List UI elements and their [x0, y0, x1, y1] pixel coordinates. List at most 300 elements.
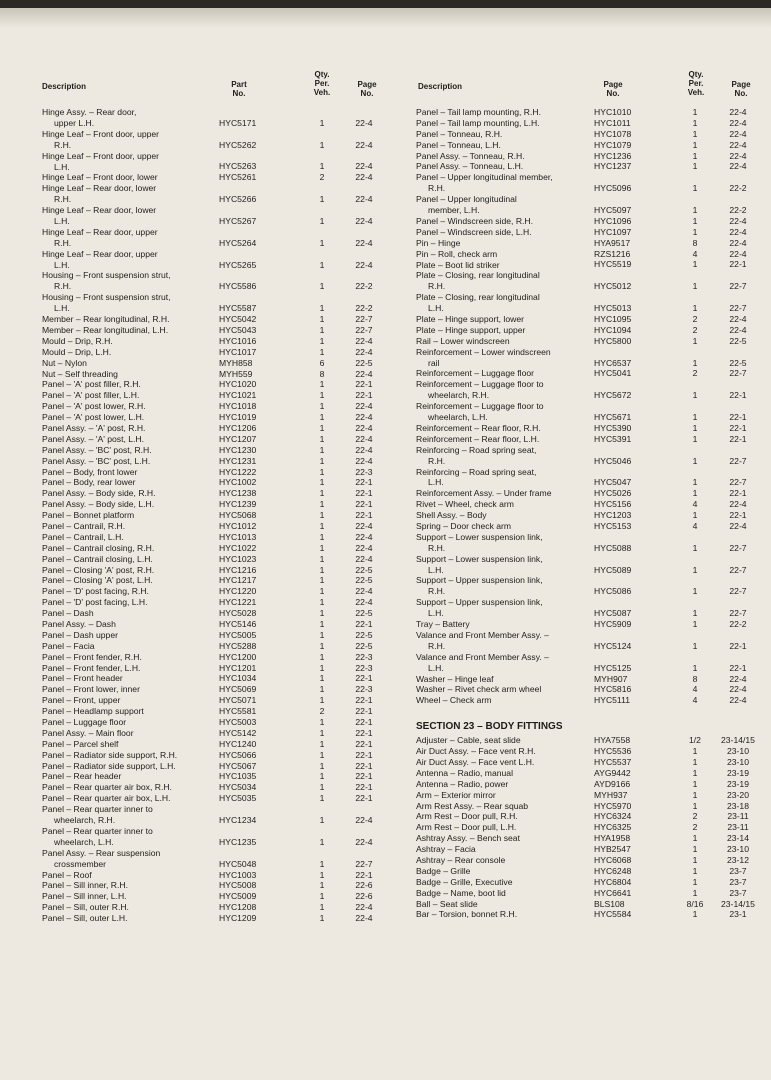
description-line1: Panel – Roof — [42, 869, 92, 880]
quantity: 1 — [319, 629, 325, 640]
header-qty-line2: Per. — [314, 79, 330, 88]
part-description — [42, 750, 220, 761]
quantity: 1 — [319, 608, 325, 619]
part-row — [42, 423, 382, 434]
quantity: 1 — [692, 281, 698, 292]
page-number: 22-1 — [729, 412, 747, 423]
part-description — [42, 695, 220, 706]
description-line1: Air Duct Assy. – Face vent R.H. — [416, 746, 536, 757]
quantity: 8/16 — [686, 898, 704, 909]
quantity: 1 — [319, 499, 325, 510]
part-row — [416, 746, 756, 757]
page-number: 22-5 — [729, 335, 747, 346]
part-row — [42, 717, 382, 728]
part-description — [416, 695, 594, 706]
description-line1: Panel – 'A' post filler, L.H. — [42, 390, 140, 401]
page-number: 22-2 — [729, 619, 747, 630]
description-line1: Panel – Rear quarter air box, R.H. — [42, 782, 172, 793]
description-line1: Reinforcement Assy. – Under frame — [416, 488, 552, 499]
part-description — [42, 456, 220, 467]
part-row — [42, 249, 382, 271]
part-row — [416, 684, 756, 695]
part-number: HYC5262 — [219, 139, 257, 150]
part-row — [416, 107, 756, 118]
part-description — [42, 129, 220, 151]
part-description — [416, 379, 594, 401]
quantity: 1 — [319, 640, 325, 651]
description-line1: Arm Rest Assy. – Rear squab — [416, 800, 529, 811]
part-row — [416, 521, 756, 532]
description-line1: Panel – Tonneau, L.H. — [416, 139, 501, 150]
part-number: HYC1097 — [594, 226, 632, 237]
part-description — [42, 717, 220, 728]
part-row — [416, 909, 756, 920]
quantity: 1 — [692, 608, 698, 619]
part-number: HYC5043 — [219, 324, 257, 335]
part-number: HYC5146 — [219, 618, 257, 629]
header-page-line2: No. — [360, 89, 374, 98]
part-description — [416, 249, 594, 260]
description-line1: Ashtray Assy. – Bench seat — [416, 833, 520, 844]
part-row — [42, 270, 382, 292]
part-number: HYC1230 — [219, 444, 257, 455]
part-number: HYC1209 — [219, 913, 257, 924]
quantity: 1 — [692, 662, 698, 673]
part-number: HYC1078 — [594, 128, 632, 139]
part-description — [416, 510, 594, 521]
part-row — [416, 161, 756, 172]
quantity: 1 — [319, 466, 325, 477]
part-row — [416, 216, 756, 227]
page-number: 22-4 — [355, 836, 373, 847]
description-line1: Bar – Torsion, bonnet R.H. — [416, 909, 518, 920]
page-number: 22-1 — [729, 433, 747, 444]
part-row — [42, 826, 382, 848]
page-number: 22-7 — [729, 455, 747, 466]
part-description — [42, 848, 220, 870]
description-line1: Nut – Nylon — [42, 357, 87, 368]
part-row — [42, 706, 382, 717]
part-row — [42, 641, 382, 652]
part-number: HYC6068 — [594, 855, 632, 865]
part-description — [416, 822, 594, 833]
quantity: 1 — [692, 767, 698, 778]
part-description — [416, 336, 594, 347]
header-qty — [297, 70, 347, 97]
quantity: 4 — [692, 695, 698, 706]
part-number: MYH937 — [594, 789, 628, 800]
part-description — [416, 735, 594, 746]
part-row — [416, 260, 756, 271]
part-row — [416, 811, 756, 822]
description-line1: Panel Assy. – Body side, R.H. — [42, 488, 156, 499]
part-row — [42, 477, 382, 488]
part-row — [42, 695, 382, 706]
part-row — [42, 554, 382, 565]
description-line1: Plate – Closing, rear longitudinal — [416, 292, 540, 303]
description-line1: Badge – Grille, Executive — [416, 876, 513, 887]
part-row — [416, 554, 756, 576]
page-number: 22-4 — [729, 117, 747, 128]
description-line2: R.H. — [54, 237, 72, 248]
part-number: HYC1095 — [594, 313, 632, 324]
header-part-line1: Part — [231, 80, 247, 89]
description-line1: Hinge Leaf – Front door, upper — [42, 150, 160, 161]
page-number: 22-1 — [355, 793, 373, 804]
page-number: 23-10 — [727, 756, 749, 767]
part-row — [42, 771, 382, 782]
quantity: 1 — [319, 259, 325, 270]
page-number: 22-5 — [355, 575, 373, 586]
header-page-line1: Page — [731, 80, 751, 89]
description-line2: L.H. — [428, 564, 444, 575]
part-row — [416, 630, 756, 652]
part-row — [42, 870, 382, 881]
quantity: 1 — [692, 259, 698, 270]
description-line1: Hinge Leaf – Rear door, upper — [42, 248, 158, 259]
page-number: 22-4 — [729, 215, 747, 226]
description-line2: R.H. — [428, 542, 446, 553]
description-line2: wheelarch, L.H. — [428, 412, 488, 423]
page-number: 22-4 — [355, 520, 373, 531]
description-line1: Panel – Closing 'A' post, R.H. — [42, 564, 155, 575]
part-row — [416, 467, 756, 489]
quantity: 1 — [692, 128, 698, 139]
part-description — [42, 270, 220, 292]
description-line1: Arm Rest – Door pull, L.H. — [416, 822, 517, 833]
page-number: 22-4 — [729, 248, 747, 259]
description-line1: Member – Rear longitudinal, L.H. — [42, 324, 169, 335]
part-number: HYC5046 — [594, 455, 632, 466]
part-number: HYC5042 — [219, 314, 257, 325]
quantity: 1 — [692, 542, 698, 553]
description-line1: Housing – Front suspension strut, — [42, 292, 171, 303]
part-number: HYC1022 — [219, 542, 257, 553]
page-number: 22-4 — [355, 215, 373, 226]
part-description — [416, 652, 594, 674]
part-description — [42, 761, 220, 772]
page-number: 22-6 — [355, 891, 373, 902]
page-number: 22-1 — [729, 640, 747, 651]
part-description — [42, 565, 220, 576]
quantity: 1 — [319, 281, 325, 292]
description-line1: Panel – Dash upper — [42, 629, 118, 640]
part-number: HYC1012 — [219, 520, 257, 531]
page-number: 22-3 — [355, 651, 373, 662]
part-row — [416, 844, 756, 855]
part-row — [42, 205, 382, 227]
part-row — [42, 434, 382, 445]
quantity: 1 — [692, 887, 698, 898]
part-description — [416, 779, 594, 790]
page-number: 22-4 — [729, 161, 747, 172]
part-row — [42, 358, 382, 369]
part-number: HYC5013 — [594, 303, 632, 314]
header-qty-line3: Veh. — [687, 88, 705, 97]
part-row — [416, 757, 756, 768]
page-number: 22-7 — [729, 368, 747, 379]
part-number: HYC5066 — [219, 749, 257, 760]
part-row — [42, 543, 382, 554]
part-row — [416, 434, 756, 445]
page-number: 22-4 — [355, 172, 373, 183]
quantity: 1 — [319, 455, 325, 466]
part-number: HYC1221 — [219, 597, 257, 608]
part-description — [42, 183, 220, 205]
description-line1: Panel – Body, front lower — [42, 466, 138, 477]
part-description — [416, 140, 594, 151]
part-description — [416, 597, 594, 619]
part-description — [416, 194, 594, 216]
page-number: 23-11 — [727, 822, 749, 833]
part-row — [416, 140, 756, 151]
part-number: HYC5263 — [219, 161, 257, 172]
quantity: 1 — [319, 575, 325, 586]
description-line1: Reinforcement – Rear floor, L.H. — [416, 433, 540, 444]
quantity: 1 — [319, 488, 325, 499]
quantity: 1 — [319, 684, 325, 695]
part-number: HYA7558 — [594, 735, 631, 746]
page-top-shadow — [0, 8, 771, 28]
part-row — [42, 325, 382, 336]
part-description — [416, 434, 594, 445]
part-row — [42, 848, 382, 870]
part-row — [416, 194, 756, 216]
page-number: 23-1 — [729, 909, 747, 920]
page-number: 22-4 — [355, 412, 373, 423]
part-number: HYC5391 — [594, 433, 632, 444]
part-row — [416, 619, 756, 630]
description-line1: Antenna – Radio, manual — [416, 767, 513, 778]
header-part-line2: No. — [606, 89, 620, 98]
quantity: 8 — [692, 673, 698, 684]
quantity: 1 — [319, 444, 325, 455]
part-description — [42, 804, 220, 826]
description-line1: Badge – Grille — [416, 865, 471, 876]
description-line1: Panel – Front fender, R.H. — [42, 651, 142, 662]
page-number: 22-1 — [355, 760, 373, 771]
page-number: 22-4 — [729, 673, 747, 684]
page-number: 23-7 — [729, 887, 747, 898]
page-number: 22-4 — [729, 128, 747, 139]
description-line1: Support – Lower suspension link, — [416, 553, 543, 564]
quantity: 1 — [692, 357, 698, 368]
part-row — [42, 913, 382, 924]
part-number: HYC5536 — [594, 746, 632, 757]
part-description — [416, 292, 594, 314]
part-number: HYC5584 — [594, 909, 632, 920]
part-row — [416, 238, 756, 249]
quantity: 1 — [319, 782, 325, 793]
description-line1: Panel – Sill, outer L.H. — [42, 913, 128, 924]
description-line1: Panel – Facia — [42, 640, 95, 651]
page-number: 22-4 — [355, 433, 373, 444]
header-description: Description — [42, 82, 87, 91]
part-description — [416, 554, 594, 576]
part-description — [42, 739, 220, 750]
description-line1: Panel – Sill inner, L.H. — [42, 891, 127, 902]
quantity: 2 — [692, 313, 698, 324]
part-number: HYC6248 — [594, 865, 632, 876]
description-line1: Panel – Sill inner, R.H. — [42, 880, 128, 891]
description-line1: Support – Upper suspension link, — [416, 597, 543, 608]
part-description — [42, 891, 220, 902]
quantity: 1 — [319, 749, 325, 760]
page-number: 23-12 — [727, 855, 749, 865]
page-number: 23-10 — [727, 844, 749, 855]
header-part-line1: Page — [603, 80, 623, 89]
part-description — [416, 347, 594, 369]
part-description — [42, 619, 220, 630]
part-description — [416, 161, 594, 172]
part-description — [416, 790, 594, 801]
quantity: 1 — [692, 117, 698, 128]
part-row — [416, 855, 756, 866]
quantity: 6 — [319, 357, 325, 368]
description-line1: Panel – Closing 'A' post, L.H. — [42, 575, 153, 586]
description-line2: R.H. — [54, 194, 72, 205]
part-description — [42, 292, 220, 314]
part-row — [42, 782, 382, 793]
description-line1: Mould – Drip, R.H. — [42, 335, 113, 346]
part-number: HYC5519 — [594, 259, 632, 270]
part-row — [42, 510, 382, 521]
page-number: 22-4 — [355, 531, 373, 542]
description-line1: Panel – Front header — [42, 673, 123, 684]
part-row — [416, 172, 756, 194]
page-number: 23-19 — [727, 778, 749, 789]
part-description — [416, 216, 594, 227]
part-description — [42, 423, 220, 434]
description-line1: Panel – Tail lamp mounting, R.H. — [416, 107, 541, 117]
part-row — [416, 118, 756, 129]
part-number: HYC1234 — [219, 815, 257, 826]
part-description — [42, 652, 220, 663]
part-row — [416, 597, 756, 619]
part-description — [416, 521, 594, 532]
part-description — [42, 379, 220, 390]
part-number: MYH858 — [219, 357, 253, 368]
part-number: HYC1035 — [219, 771, 257, 782]
page-number: 22-4 — [729, 695, 747, 706]
part-number: HYC5067 — [219, 760, 257, 771]
part-number: HYC5047 — [594, 477, 632, 488]
part-number: HYC1020 — [219, 379, 257, 390]
part-description — [416, 833, 594, 844]
part-description — [416, 630, 594, 652]
part-row — [42, 619, 382, 630]
page-number: 23-7 — [729, 865, 747, 876]
part-row — [42, 521, 382, 532]
description-line2: L.H. — [54, 259, 70, 270]
page-number: 22-4 — [355, 913, 373, 924]
quantity: 1 — [692, 510, 698, 521]
part-number: HYC5012 — [594, 281, 632, 292]
right-parts-list — [416, 107, 756, 920]
quantity: 1 — [692, 855, 698, 865]
page-number: 22-7 — [355, 858, 373, 869]
description-line1: Panel – Windscreen side, R.H. — [416, 215, 534, 226]
part-description — [416, 260, 594, 271]
page-number: 22-4 — [355, 815, 373, 826]
description-line1: Ashtray – Rear console — [416, 855, 506, 866]
part-number: HYC5586 — [219, 281, 257, 292]
part-description — [416, 619, 594, 630]
quantity: 1 — [319, 836, 325, 847]
part-description — [416, 368, 594, 379]
page-number: 22-4 — [355, 542, 373, 553]
quantity: 1 — [692, 619, 698, 630]
part-description — [42, 477, 220, 488]
part-number: MYH559 — [219, 368, 253, 379]
part-number: HYC1010 — [594, 106, 632, 117]
page-number: 22-1 — [355, 706, 373, 717]
quantity: 1 — [319, 858, 325, 869]
quantity: 1 — [692, 455, 698, 466]
page-number: 23-7 — [729, 876, 747, 887]
description-line1: Rail – Lower windscreen — [416, 335, 510, 346]
description-line1: Reinforcing – Road spring seat, — [416, 466, 537, 477]
description-line1: Panel – Cantrail closing, L.H. — [42, 553, 153, 564]
part-row — [416, 833, 756, 844]
part-number: HYC1207 — [219, 433, 257, 444]
quantity: 1 — [692, 564, 698, 575]
part-number: HYC1023 — [219, 553, 257, 564]
part-row — [42, 336, 382, 347]
description-line2: L.H. — [54, 303, 70, 314]
page-number: 22-1 — [355, 695, 373, 706]
part-description — [416, 467, 594, 489]
part-description — [42, 913, 220, 924]
part-row — [42, 761, 382, 772]
part-number: HYC1238 — [219, 488, 257, 499]
part-description — [42, 369, 220, 380]
page-number: 23-18 — [727, 800, 749, 811]
part-number: HYC5153 — [594, 520, 632, 531]
description-line1: Ball – Seat slide — [416, 898, 478, 909]
part-description — [416, 855, 594, 866]
description-line1: Panel – Rear quarter air box, L.H. — [42, 793, 171, 804]
description-line1: Panel – Tonneau, R.H. — [416, 128, 503, 139]
part-description — [42, 205, 220, 227]
part-number: HYC5800 — [594, 335, 632, 346]
quantity: 2 — [692, 368, 698, 379]
description-line2: L.H. — [428, 608, 444, 619]
part-number: HYC5028 — [219, 608, 257, 619]
quantity: 1 — [692, 909, 698, 920]
description-line1: Panel – Rear quarter inner to — [42, 804, 153, 815]
header-page-no — [716, 80, 766, 98]
description-line1: Reinforcement – Rear floor, R.H. — [416, 422, 541, 433]
description-line2: R.H. — [428, 183, 446, 194]
quantity: 1 — [319, 346, 325, 357]
part-description — [416, 746, 594, 757]
part-row — [42, 107, 382, 129]
page-number: 22-4 — [355, 368, 373, 379]
description-line2: wheelarch, R.H. — [54, 815, 116, 826]
part-row — [416, 790, 756, 801]
page-number: 22-1 — [355, 717, 373, 727]
quantity: 4 — [692, 248, 698, 259]
part-number: HYC6804 — [594, 876, 632, 887]
part-number: HYC1222 — [219, 466, 257, 477]
header-part-no — [588, 80, 638, 98]
quantity: 1 — [692, 150, 698, 161]
part-number: HYC5124 — [594, 640, 632, 651]
part-row — [416, 575, 756, 597]
description-line1: Air Duct Assy. – Face vent L.H. — [416, 757, 535, 767]
quantity: 1 — [319, 869, 325, 880]
